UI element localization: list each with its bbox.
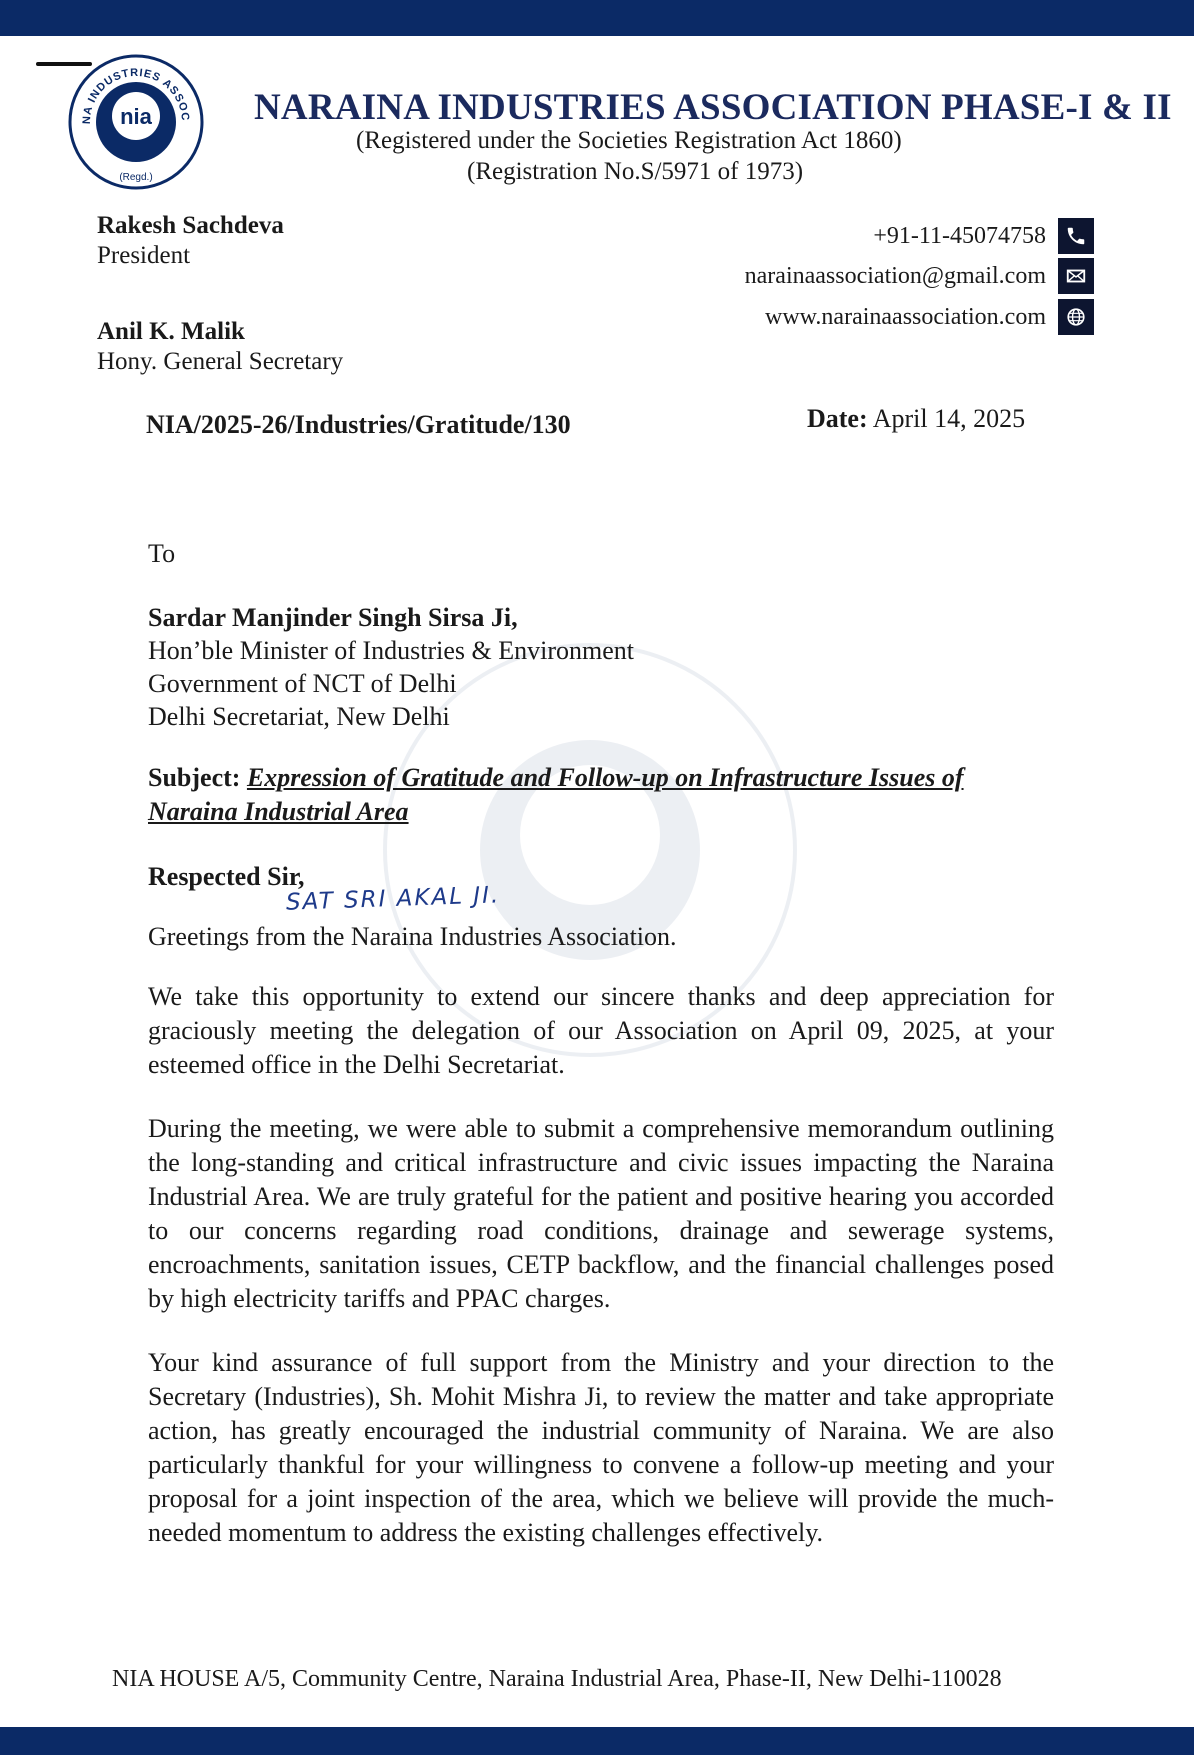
recipient-line-2: Government of NCT of Delhi <box>148 669 457 698</box>
contact-phone <box>873 218 1094 254</box>
registration-line-2: (Registration No.S/5971 of 1973) <box>467 158 804 185</box>
registration-line-1: (Registered under the Societies Registration Act 1860) <box>356 127 902 154</box>
phone-icon <box>1058 218 1094 254</box>
paragraph-1: We take this opportunity to extend our sincere thanks and deep appreciation for graciously meeting the delegation of our Association on April 09, 2025, at your esteemed office in the Delhi Secretariat. <box>148 982 1054 1079</box>
website-address: www.narainaassociation.com <box>764 303 1046 330</box>
general-secretary-name: Anil K. Malik <box>97 318 245 345</box>
recipient-line-3: Delhi Secretariat, New Delhi <box>148 702 450 731</box>
president-title: President <box>97 242 191 269</box>
subject-label: Subject: <box>148 763 241 792</box>
association-logo <box>66 52 206 192</box>
svg-text:nia: nia <box>120 104 152 129</box>
phone-number: +91-11-45074758 <box>873 222 1046 249</box>
subject-line <box>148 761 1058 829</box>
handwritten-note: SAT SRI AKAL JI. <box>285 882 501 916</box>
contact-email <box>745 258 1094 294</box>
globe-icon <box>1058 299 1094 335</box>
recipient-name: Sardar Manjinder Singh Sirsa Ji, <box>148 603 518 632</box>
to-label: To <box>148 539 176 568</box>
footer-address: NIA HOUSE A/5, Community Centre, Naraina Industrial Area, Phase-II, New Delhi-110028 <box>112 1666 1002 1692</box>
svg-text:(Regd.): (Regd.) <box>119 172 153 183</box>
date-value: April 14, 2025 <box>872 404 1026 433</box>
contact-website <box>765 299 1094 335</box>
top-color-band <box>0 0 1194 36</box>
mail-icon <box>1058 258 1094 294</box>
recipient-line-1: Hon’ble Minister of Industries & Environment <box>148 636 634 665</box>
paragraph-3: Your kind assurance of full support from the Ministry and your direction to the Secretary (Industries), Sh. Mohit Mishra Ji, to review the matter and take appropriate action, has greatly encouraged the industrial community of Naraina. We are also particularly thankful for your willingness to convene a follow-up meeting and your proposal for a joint inspection of the area, which we believe will provide the much-needed momentum to address the existing challenges effectively. <box>148 1348 1054 1547</box>
bottom-color-band <box>0 1727 1194 1755</box>
greeting: Greetings from the Naraina Industries Association. <box>148 922 677 951</box>
letter-date <box>807 404 1025 434</box>
president-name: Rakesh Sachdeva <box>97 212 284 239</box>
paragraph-2: During the meeting, we were able to submit a comprehensive memorandum outlining the long-standing and critical infrastructure and civic issues impacting the Naraina Industrial Area. We are truly grateful for the patient and positive hearing you accorded to our concerns regarding road conditions, drainage and sewerage systems, encroachments, sanitation issues, CETP backflow, and the financial challenges posed by high electricity tariffs and PPAC charges. <box>148 1114 1054 1313</box>
date-label: Date: <box>807 404 868 433</box>
subject-text: Expression of Gratitude and Follow-up on Infrastructure Issues of Naraina Industrial Area <box>148 763 964 826</box>
organization-name: NARAINA INDUSTRIES ASSOCIATION PHASE-I & II <box>254 87 1172 128</box>
reference-number: NIA/2025-26/Industries/Gratitude/130 <box>146 410 571 439</box>
svg-text:NARAINA INDUSTRIES ASSOCIATION: NA INDUSTRIES ASSOC <box>80 66 192 125</box>
email-address: narainaassociation@gmail.com <box>744 262 1046 289</box>
salutation: Respected Sir, <box>148 862 305 891</box>
general-secretary-title: Hony. General Secretary <box>97 348 344 375</box>
